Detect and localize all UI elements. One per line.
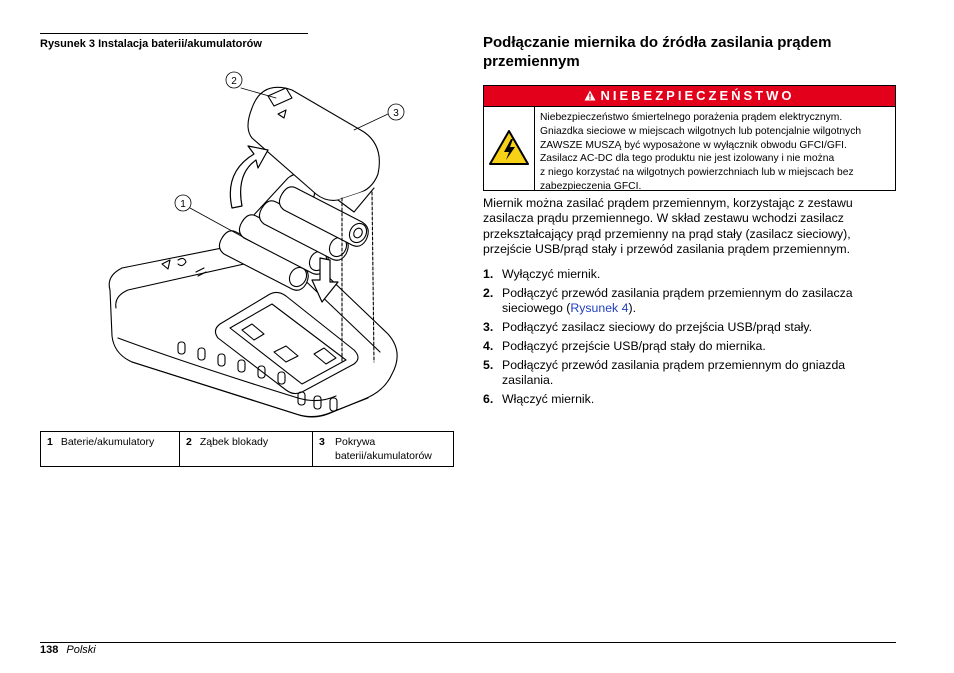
callout-3: 3 xyxy=(393,108,399,119)
legend-item: 1 Baterie/akumulatory xyxy=(41,432,180,467)
intro-paragraph: Miernik można zasilać prądem przemiennym, korzystając z zestawu zasilacza prądu przemiennego. W skład zestawu wchodzi zasilacz przekształcający prąd przemienny na prąd stały (zasilacz sieciowy), przejście USB/prąd stały i przewód zasilania prądem przemiennym. xyxy=(483,196,853,257)
lift-arrow xyxy=(230,146,268,208)
footer-language: Polski xyxy=(66,644,96,656)
figure-4-link[interactable]: Rysunek 4 xyxy=(570,301,629,316)
step-item: 5. Podłączyć przewód zasilania prądem przemiennym do gniazda zasilania. xyxy=(483,358,846,388)
electrical-hazard-icon xyxy=(488,129,530,167)
callout-2: 2 xyxy=(231,76,237,87)
battery-installation-illustration xyxy=(92,62,412,424)
warning-triangle-icon xyxy=(584,87,596,107)
step-item: 3. Podłączyć zasilacz sieciowy do przejścia USB/prąd stały. xyxy=(483,320,813,335)
step-item: 1. Wyłączyć miernik. xyxy=(483,267,601,281)
section-title: Podłączanie miernika do źródła zasilania prądem przemiennym xyxy=(483,34,832,70)
page-footer xyxy=(40,644,96,656)
danger-notice xyxy=(483,85,896,191)
page-number: 138 xyxy=(40,644,59,656)
step-item: 6. Włączyć miernik. xyxy=(483,392,595,407)
procedure-steps xyxy=(483,267,893,411)
danger-header: NIEBEZPIECZEŃSTWO xyxy=(484,86,895,107)
figure-legend xyxy=(40,431,454,467)
footer-divider xyxy=(40,642,896,643)
callout-1: 1 xyxy=(180,199,186,210)
figure-caption: Rysunek 3 Instalacja baterii/akumulatorów xyxy=(40,33,308,50)
legend-item: 3 Pokrywa baterii/akumulatorów xyxy=(313,432,454,467)
legend-item: 2 Ząbek blokady xyxy=(180,432,313,467)
danger-text: Niebezpieczeństwo śmiertelnego porażenia prądem elektrycznym. Gniazdka sieciowe w miejscach wilgotnych lub potencjalnie wilgotnych ZAWSZE MUSZĄ być wyposażone w wyłącznik obwodu GFCI/GFI. Zasilacz AC-DC dla tego produktu nie jest izolowany i nie można z niego korzystać na wilgotnych powierzchniach lub w miejscach bez zabezpieczenia GFCI. xyxy=(540,112,862,192)
step-item: 2. Podłączyć przewód zasilania prądem przemiennym do zasilacza sieciowego (Rysunek 4). xyxy=(483,285,853,316)
step-item: 4. Podłączyć przejście USB/prąd stały do miernika. xyxy=(483,339,766,354)
